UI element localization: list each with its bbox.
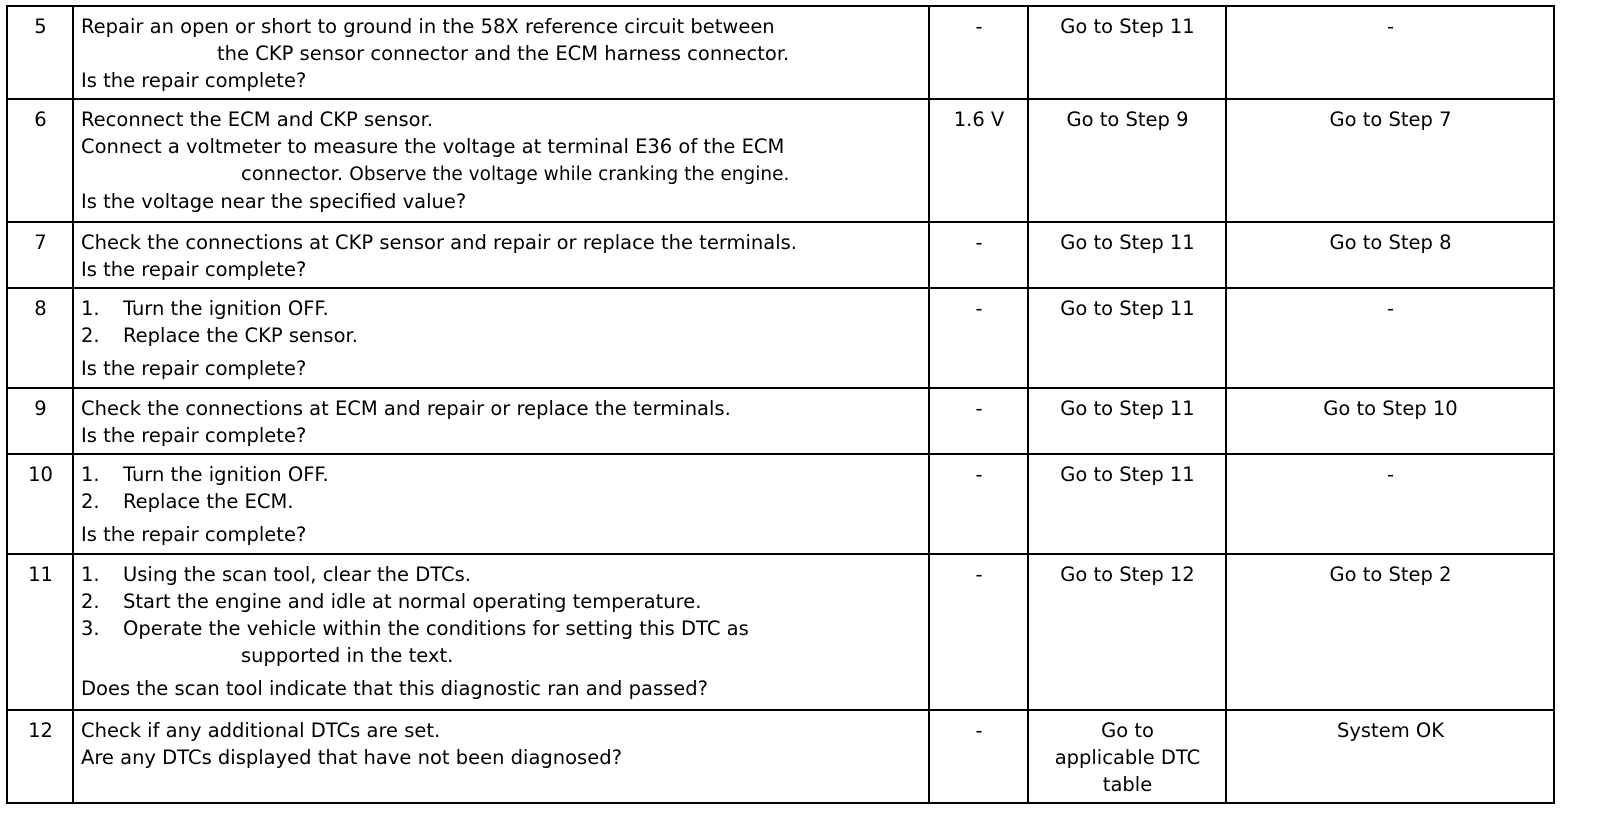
item-number: 1. — [81, 297, 100, 320]
action-line: the CKP sensor connector and the ECM harness connector. — [217, 42, 790, 65]
step-number: 9 — [7, 388, 73, 454]
step-number: 5 — [7, 6, 73, 99]
action-line: Reconnect the ECM and CKP sensor. — [81, 108, 434, 131]
yes-cell: Go to Step 11 — [1028, 222, 1226, 288]
value-cell: - — [929, 388, 1028, 454]
table-row — [7, 99, 1554, 222]
value-cell: - — [929, 222, 1028, 288]
item-text: Turn the ignition OFF. — [123, 297, 329, 320]
yes-cell: Go to Step 12 — [1028, 554, 1226, 710]
step-number: 12 — [7, 710, 73, 803]
action-cell — [73, 6, 929, 99]
list-item — [81, 561, 922, 588]
action-question: Is the voltage near the specified value? — [81, 190, 467, 213]
yes-cell: Go to Step 9 — [1028, 99, 1226, 222]
yes-line: applicable DTC — [1054, 746, 1201, 769]
step-number: 7 — [7, 222, 73, 288]
action-steps — [81, 295, 922, 349]
item-number: 2. — [81, 590, 100, 613]
yes-cell: Go to Step 11 — [1028, 454, 1226, 554]
yes-line: table — [1102, 773, 1153, 796]
action-question: Does the scan tool indicate that this diagnostic ran and passed? — [81, 677, 709, 700]
no-cell: Go to Step 2 — [1226, 554, 1554, 710]
action-cell — [73, 554, 929, 710]
table-row — [7, 388, 1554, 454]
action-line: Check the connections at ECM and repair or replace the terminals. — [81, 397, 731, 420]
action-question: Is the repair complete? — [81, 523, 307, 546]
item-number: 3. — [81, 617, 100, 640]
no-cell: - — [1226, 454, 1554, 554]
no-cell: - — [1226, 288, 1554, 388]
value-cell: - — [929, 288, 1028, 388]
no-cell: - — [1226, 6, 1554, 99]
list-item — [81, 461, 922, 488]
no-cell: System OK — [1226, 710, 1554, 803]
value-cell: - — [929, 454, 1028, 554]
item-number: 2. — [81, 490, 100, 513]
table-row — [7, 710, 1554, 803]
action-cell — [73, 288, 929, 388]
yes-cell: Go to Step 11 — [1028, 6, 1226, 99]
action-line: Check if any additional DTCs are set. — [81, 719, 441, 742]
action-cell — [73, 388, 929, 454]
action-question: Are any DTCs displayed that have not been diagnosed? — [81, 746, 622, 769]
list-item — [81, 615, 922, 642]
action-question: Is the repair complete? — [81, 357, 307, 380]
table-row — [7, 222, 1554, 288]
value-cell: - — [929, 554, 1028, 710]
action-question: Is the repair complete? — [81, 258, 307, 281]
action-line: Observe the voltage while cranking the engine. — [349, 164, 790, 185]
table-row — [7, 454, 1554, 554]
action-steps — [81, 461, 922, 515]
step-number: 10 — [7, 454, 73, 554]
action-steps — [81, 561, 922, 669]
action-cell — [73, 222, 929, 288]
action-question: Is the repair complete? — [81, 424, 307, 447]
table-row — [7, 554, 1554, 710]
action-line: Connect a voltmeter to measure the voltage at terminal E36 of the ECM — [81, 135, 785, 158]
no-cell: Go to Step 8 — [1226, 222, 1554, 288]
table-row — [7, 288, 1554, 388]
yes-cell: Go to Step 11 — [1028, 388, 1226, 454]
action-line: Repair an open or short to ground in the 58X reference circuit between — [81, 15, 775, 38]
yes-line: Go to — [1101, 719, 1154, 742]
item-number: 1. — [81, 563, 100, 586]
value-cell: 1.6 V — [929, 99, 1028, 222]
action-cell — [73, 710, 929, 803]
action-cell — [73, 99, 929, 222]
item-text: Replace the ECM. — [123, 490, 294, 513]
action-line: Check the connections at CKP sensor and repair or replace the terminals. — [81, 231, 797, 254]
list-item — [81, 295, 922, 322]
item-text: Operate the vehicle within the conditions for setting this DTC as — [123, 617, 749, 640]
item-number: 2. — [81, 324, 100, 347]
list-item — [81, 588, 922, 615]
item-number: 1. — [81, 463, 100, 486]
value-cell: - — [929, 6, 1028, 99]
diagnostic-table — [6, 5, 1555, 804]
table-row — [7, 6, 1554, 99]
list-item — [81, 488, 922, 515]
no-cell: Go to Step 7 — [1226, 99, 1554, 222]
list-item-continuation: supported in the text. — [241, 644, 454, 667]
yes-cell — [1028, 710, 1226, 803]
value-cell: - — [929, 710, 1028, 803]
list-item — [81, 322, 922, 349]
yes-cell: Go to Step 11 — [1028, 288, 1226, 388]
action-cell — [73, 454, 929, 554]
item-text: Replace the CKP sensor. — [123, 324, 358, 347]
item-text: Using the scan tool, clear the DTCs. — [123, 563, 471, 586]
step-number: 6 — [7, 99, 73, 222]
action-line: connector. — [241, 162, 344, 185]
no-cell: Go to Step 10 — [1226, 388, 1554, 454]
action-question: Is the repair complete? — [81, 69, 307, 92]
step-number: 11 — [7, 554, 73, 710]
item-text: Start the engine and idle at normal operating temperature. — [123, 590, 702, 613]
step-number: 8 — [7, 288, 73, 388]
item-text: Turn the ignition OFF. — [123, 463, 329, 486]
